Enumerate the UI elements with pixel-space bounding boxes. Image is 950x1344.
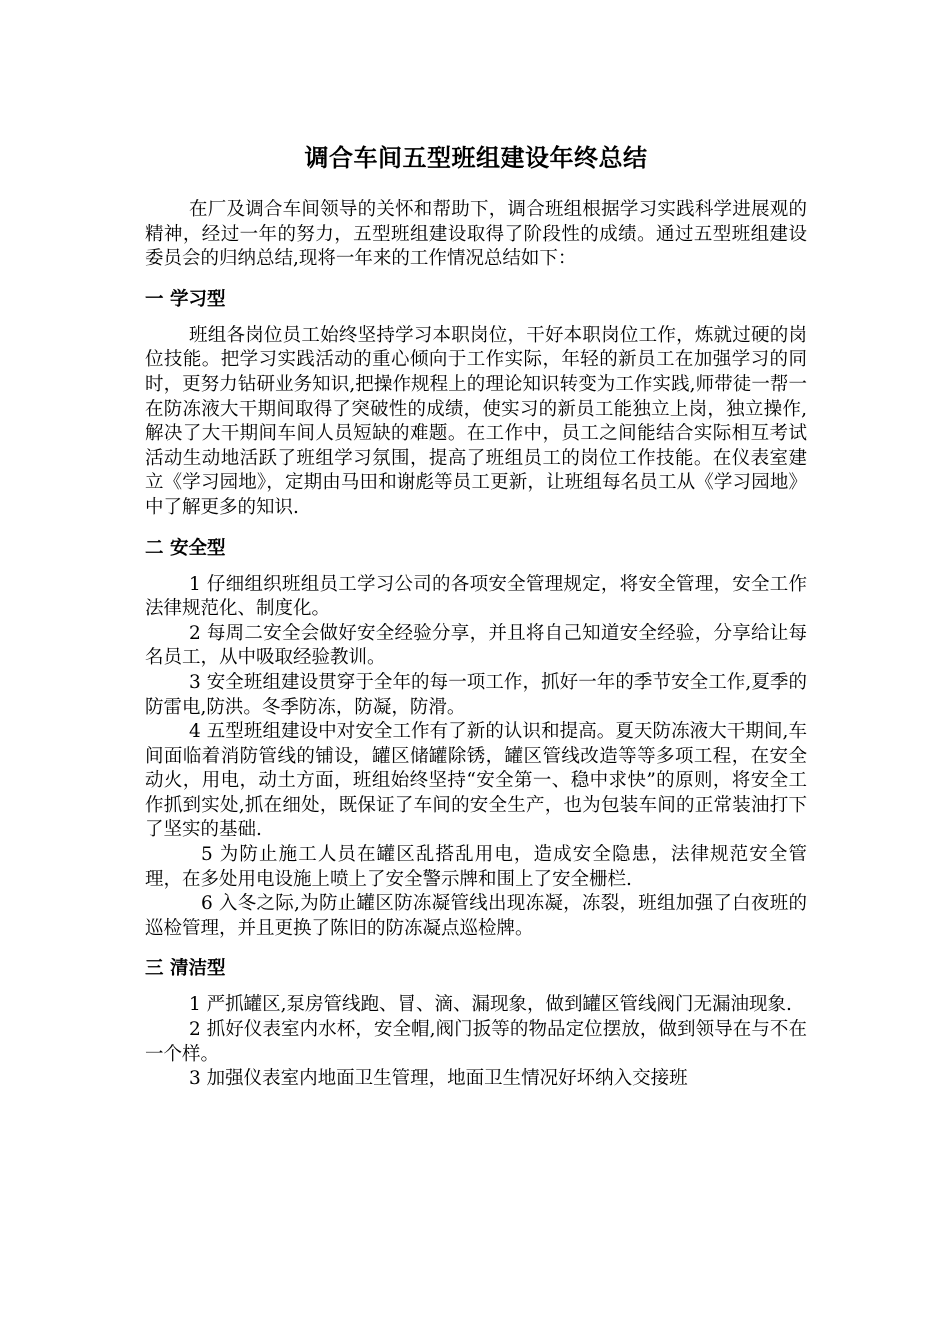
section-paragraph: 1 严抓罐区,泵房管线跑、冒、滴、漏现象，做到罐区管线阀门无漏油现象.	[189, 994, 792, 1016]
section-cleanliness	[145, 957, 807, 1091]
intro-paragraph: 在厂及调合车间领导的关怀和帮助下，调合班组根据学习实践科学进展观的精神，经过一年的努力，五型班组建设取得了阶段性的成绩。通过五型班组建设委员会的归纳总结,现将一年来的工作情况总结如下：	[145, 199, 807, 270]
section-heading: 二 安全型	[145, 537, 226, 559]
section-paragraph: 3 加强仪表室内地面卫生管理，地面卫生情况好坏纳入交接班	[189, 1068, 688, 1090]
document-title: 调合车间五型班组建设年终总结	[304, 144, 648, 172]
section-paragraph: 2 每周二安全会做好安全经验分享，并且将自己知道安全经验，分享给让每名员工，从中吸取经验教训。	[145, 622, 807, 669]
section-learning	[145, 288, 807, 521]
section-heading: 一 学习型	[145, 288, 226, 310]
section-paragraph: 班组各岗位员工始终坚持学习本职岗位，干好本职岗位工作，炼就过硬的岗位技能。把学习实践活动的重心倾向于工作实际，年轻的新员工在加强学习的同时，更努力钻研业务知识,把操作规程上的理论知识转变为工作实践,师带徒一帮一在防冻液大干期间取得了突破性的成绩，使实习的新员工能独立上岗，独立操作,解决了大干期间车间人员短缺的难题。在工作中，员工之间能结合实际相互考试活动生动地活跃了班组学习氛围，提高了班组员工的岗位工作技能。在仪表室建立《学习园地》，定期由马田和谢彪等员工更新，让班组每名员工从《学习园地》中了解更多的知识.	[145, 324, 807, 518]
section-paragraph: 5 为防止施工人员在罐区乱搭乱用电，造成安全隐患，法律规范安全管理，在多处用电设施上喷上了安全警示牌和围上了安全栅栏.	[145, 844, 807, 890]
section-heading: 三 清洁型	[145, 958, 226, 980]
section-paragraph: 3 安全班组建设贯穿于全年的每一项工作，抓好一年的季节安全工作,夏季的防雷电,防洪。冬季防冻，防凝，防滑。	[145, 671, 807, 718]
section-safety	[145, 537, 807, 942]
section-paragraph: 1 仔细组织班组员工学习公司的各项安全管理规定，将安全管理，安全工作法律规范化、制度化。	[145, 573, 807, 620]
document-page	[145, 138, 807, 1092]
section-paragraph: 4 五型班组建设中对安全工作有了新的认识和提高。夏天防冻液大干期间,车间面临着消防管线的铺设，罐区储罐除锈，罐区管线改造等等多项工程，在安全动火，用电，动土方面，班组始终坚持“安全第一、稳中求快”的原则，将安全工作抓到实处,抓在细处，既保证了车间的安全生产，也为包装车间的正常装油打下了坚实的基础.	[145, 721, 807, 841]
section-paragraph: 6 入冬之际,为防止罐区防冻凝管线出现冻凝，冻裂，班组加强了白夜班的巡检管理，并且更换了陈旧的防冻凝点巡检牌。	[145, 893, 807, 939]
section-paragraph: 2 抓好仪表室内水杯，安全帽,阀门扳等的物品定位摆放，做到领导在与不在一个样。	[145, 1019, 807, 1065]
